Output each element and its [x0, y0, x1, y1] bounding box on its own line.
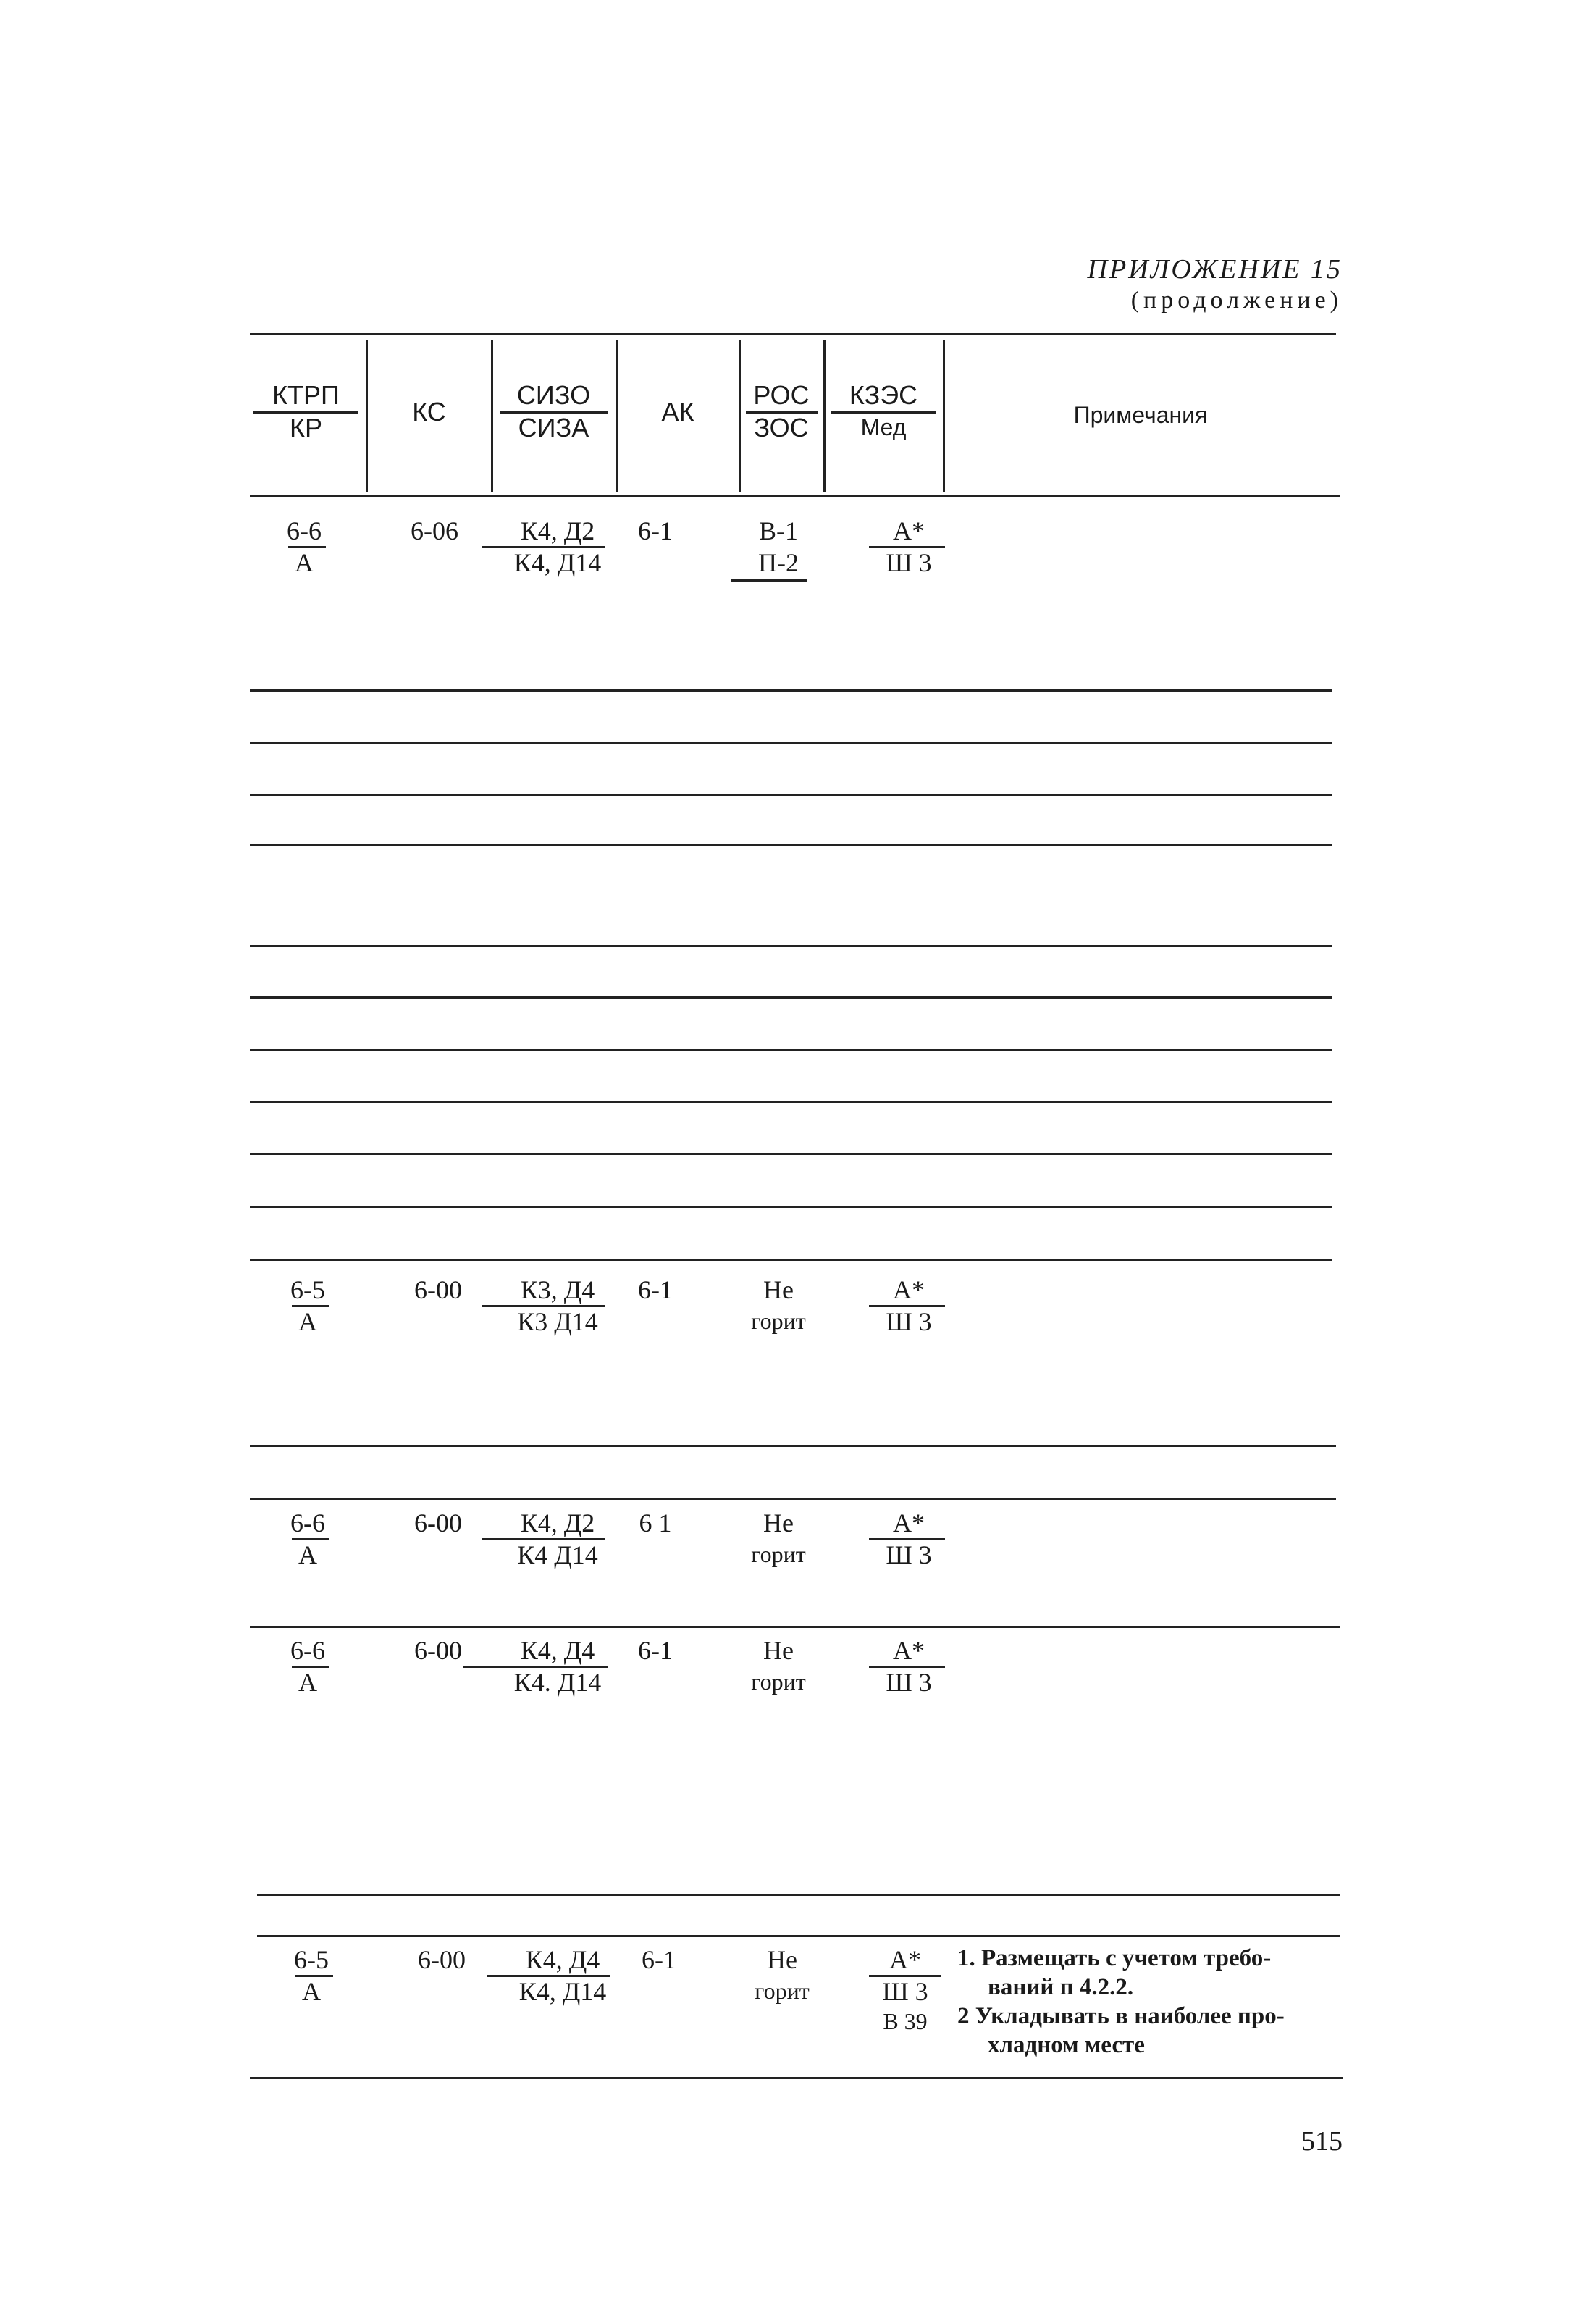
cell-zos: П-2: [758, 548, 799, 577]
cell-ak: 6-1: [638, 1636, 673, 1665]
cell-siza: К3 Д14: [517, 1307, 598, 1336]
cell-ak: 6 1: [639, 1508, 672, 1537]
row-rule: [250, 945, 1332, 947]
header-zos: ЗОС: [754, 413, 809, 442]
row-rule: [250, 844, 1332, 846]
cell-ks: 6-00: [414, 1275, 462, 1304]
cell-kr: А: [302, 1977, 321, 2006]
fraction-line: [731, 579, 807, 582]
header-kzes: КЗЭС: [849, 380, 918, 410]
cell-siza: К4 Д14: [517, 1540, 598, 1569]
cell-ros: Не: [763, 1275, 794, 1304]
header-bottom-rule: [250, 495, 1340, 497]
cell-ks: 6-00: [414, 1508, 462, 1537]
column-divider: [943, 340, 945, 492]
note-line: ваний п 4.2.2.: [988, 1974, 1134, 2000]
cell-sizo: К4, Д2: [520, 1508, 595, 1537]
row-rule: [250, 1498, 1336, 1500]
row-rule: [257, 1935, 1340, 1937]
cell-siza: К4. Д14: [513, 1668, 602, 1697]
note-line: 1. Размещать с учетом требо-: [957, 1945, 1272, 1971]
row-rule: [250, 1259, 1332, 1261]
note-line: 2 Укладывать в наиболее про-: [957, 2003, 1285, 2029]
column-divider: [616, 340, 618, 492]
cell-ktrp: 6-5: [290, 1275, 325, 1304]
cell-med: Ш 3: [882, 1977, 928, 2006]
header-notes: Примечания: [1073, 402, 1208, 428]
cell-zos: горит: [751, 1541, 806, 1567]
cell-zos: горит: [755, 1978, 810, 2004]
cell-ktrp: 6-6: [290, 1636, 325, 1665]
cell-siza: К4, Д14: [518, 1977, 607, 2006]
row-rule: [250, 996, 1332, 999]
row-rule: [257, 1894, 1340, 1896]
cell-ktrp: 6-6: [287, 516, 322, 545]
cell-sizo: К4, Д2: [520, 516, 595, 545]
row-rule: [250, 1153, 1332, 1155]
cell-ros: Не: [763, 1636, 794, 1665]
notes-cell: [957, 1944, 1341, 2060]
cell-ks: 6-06: [411, 516, 458, 545]
cell-kr: А: [295, 548, 314, 577]
column-divider: [491, 340, 493, 492]
cell-med: Ш 3: [886, 1307, 932, 1336]
cell-ktrp: 6-6: [290, 1508, 325, 1537]
cell-zos: горит: [751, 1308, 806, 1334]
row-rule: [250, 794, 1332, 796]
note-line: хладном месте: [988, 2032, 1145, 2058]
row-rule: [250, 689, 1332, 692]
row-rule: [250, 1445, 1336, 1447]
cell-kzes: А*: [893, 516, 925, 545]
cell-kzes: А*: [893, 1508, 925, 1537]
cell-ak: 6-1: [638, 516, 673, 545]
cell-sizo: К4, Д4: [520, 1636, 595, 1665]
cell-ros: В-1: [759, 516, 798, 545]
row-rule: [250, 1206, 1332, 1208]
header-kr: КР: [290, 413, 322, 442]
row-rule: [250, 1101, 1332, 1103]
appendix-title: ПРИЛОЖЕНИЕ 15: [1087, 254, 1343, 285]
header-ktrp: КТРП: [272, 380, 340, 410]
header-med: Мед: [860, 414, 907, 440]
cell-kr: А: [298, 1307, 317, 1336]
cell-med: Ш 3: [886, 1540, 932, 1569]
cell-ros: Не: [767, 1945, 797, 1974]
row-rule: [250, 1049, 1332, 1051]
cell-siza: К4, Д14: [513, 548, 602, 577]
header-siza: СИЗА: [518, 413, 589, 442]
cell-ak: 6-1: [638, 1275, 673, 1304]
header-ak: АК: [661, 397, 694, 427]
column-divider: [366, 340, 368, 492]
header-ros: РОС: [753, 380, 810, 410]
cell-kzes: А*: [889, 1945, 921, 1974]
page-number: 515: [1301, 2126, 1343, 2157]
row-rule: [250, 742, 1332, 744]
cell-ktrp: 6-5: [294, 1945, 329, 1974]
cell-sizo: К4, Д4: [525, 1945, 600, 1974]
cell-med: Ш 3: [886, 548, 932, 577]
cell-ros: Не: [763, 1508, 794, 1537]
header-fraction-line: [831, 411, 936, 414]
header-ks: КС: [412, 397, 446, 427]
cell-ks: 6-00: [418, 1945, 466, 1974]
cell-kr: А: [298, 1668, 317, 1697]
cell-extra: В 39: [883, 2008, 928, 2034]
cell-kr: А: [298, 1540, 317, 1569]
cell-med: Ш 3: [886, 1668, 932, 1697]
header-sizo: СИЗО: [516, 380, 591, 410]
cell-ak: 6-1: [642, 1945, 676, 1974]
cell-zos: горит: [751, 1669, 806, 1695]
table-top-rule: [250, 333, 1336, 335]
cell-kzes: А*: [893, 1636, 925, 1665]
cell-kzes: А*: [893, 1275, 925, 1304]
cell-sizo: К3, Д4: [520, 1275, 595, 1304]
table-bottom-rule: [250, 2077, 1343, 2079]
cell-ks: 6-00: [414, 1636, 462, 1665]
appendix-subtitle: (продолжение): [1130, 287, 1343, 314]
row-rule: [250, 1626, 1340, 1628]
